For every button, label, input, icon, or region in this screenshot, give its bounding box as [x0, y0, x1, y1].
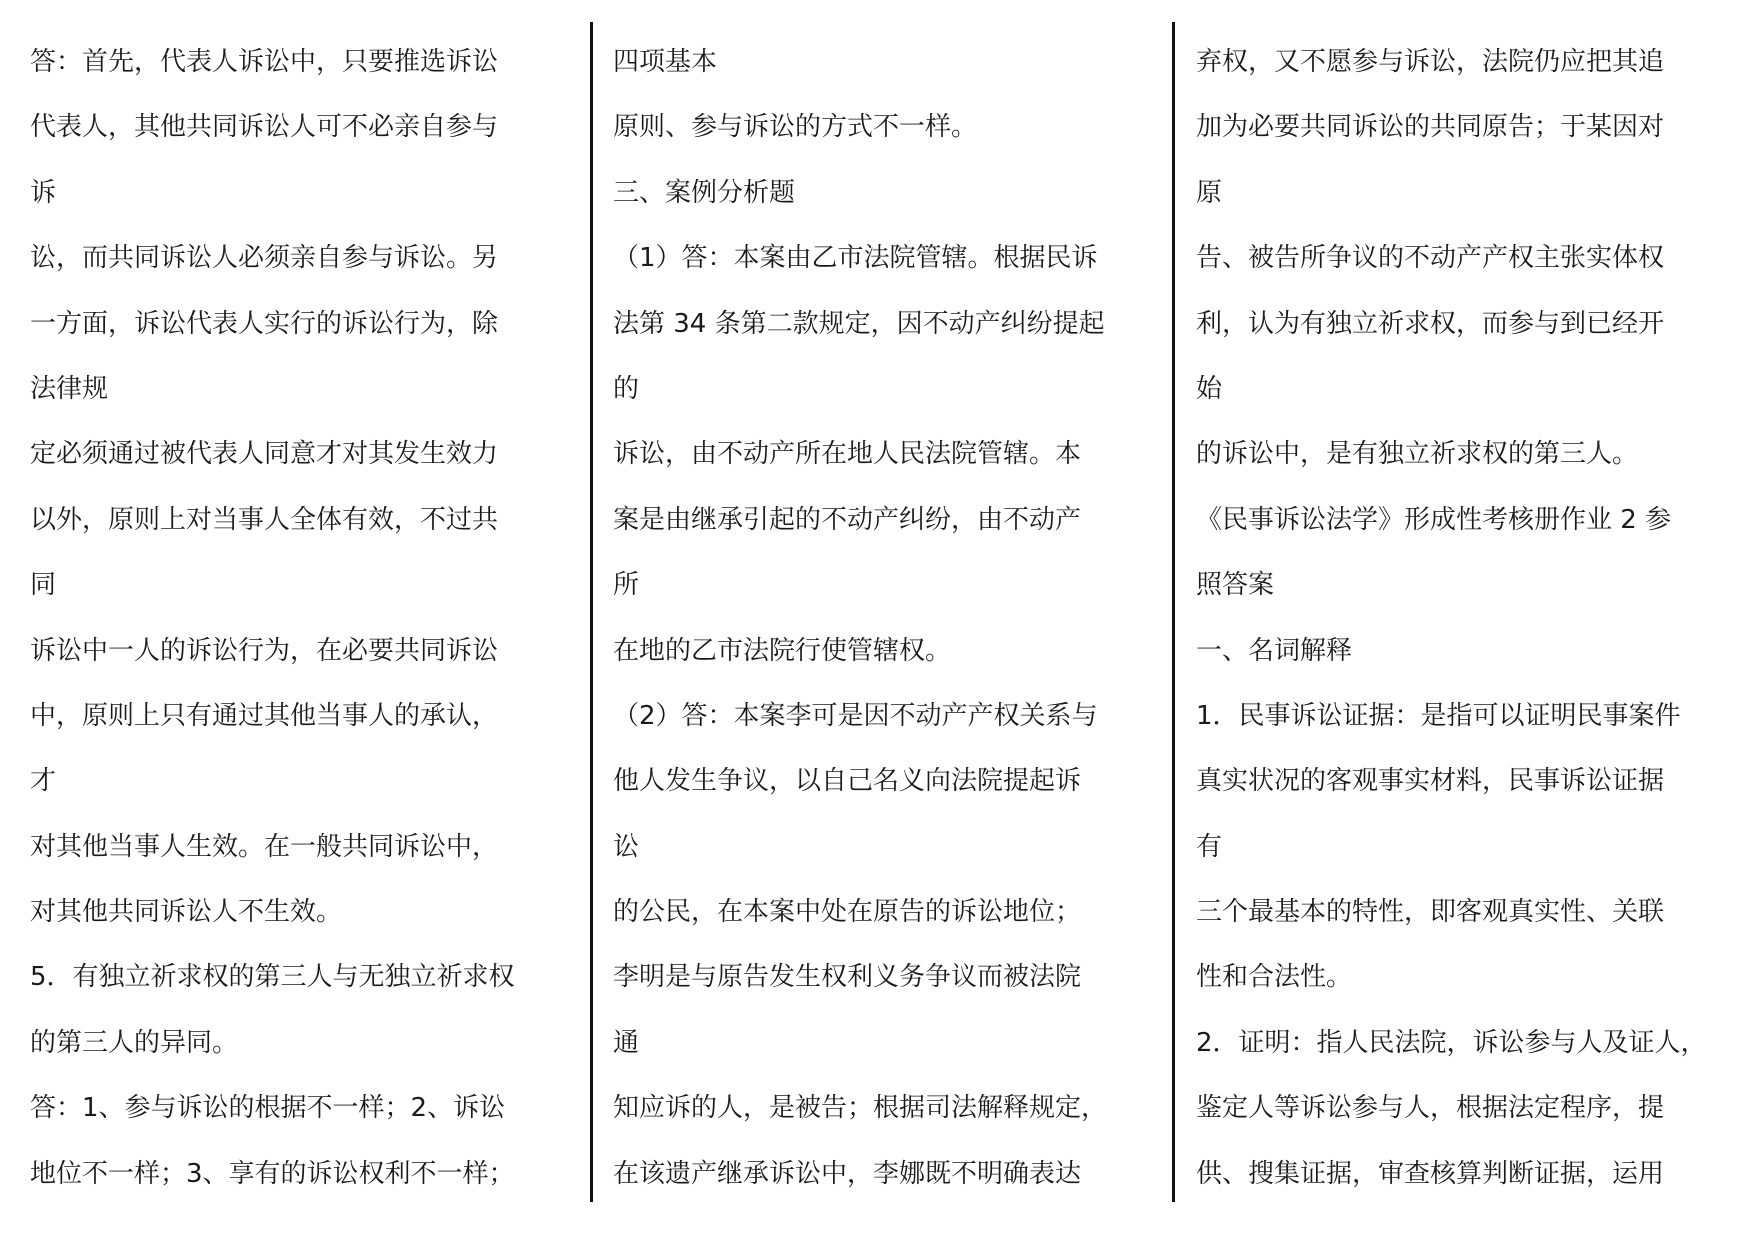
text-line: 诉讼，由不动产所在地人民法院管辖。本 — [613, 439, 1082, 470]
text-line: 对其他当事人生效。在一般共同诉讼中， — [30, 831, 499, 862]
text-line: 地位不一样；3、享有的诉讼权利不一样； — [30, 1158, 515, 1189]
text-line: 同 — [30, 570, 57, 601]
text-line: 讼，而共同诉讼人必须亲自参与诉讼。另 — [30, 243, 499, 274]
text-line: 始 — [1196, 373, 1223, 404]
text-line: 他人发生争议，以自己名义向法院提起诉 — [613, 766, 1082, 797]
column-divider-1 — [590, 22, 593, 1202]
text-line: 在地的乙市法院行使管辖权。 — [613, 635, 952, 666]
text-line: 加为必要共同诉讼的共同原告；于某因对 — [1196, 112, 1665, 143]
text-line: 答：首先，代表人诉讼中，只要推选诉讼 — [30, 47, 499, 77]
text-line: 答：1、参与诉讼的根据不一样；2、诉讼 — [30, 1093, 506, 1124]
text-line: 《民事诉讼法学》形成性考核册作业 2 参 — [1196, 504, 1672, 535]
text-line: 照答案 — [1196, 570, 1275, 601]
text-line: 代表人，其他共同诉讼人可不必亲自参与 — [30, 112, 499, 143]
text-line: 的公民，在本案中处在原告的诉讼地位； — [613, 897, 1082, 928]
text-column-3 — [1196, 30, 1741, 1207]
text-line: 一、名词解释 — [1196, 635, 1353, 666]
text-line: 弃权，又不愿参与诉讼，法院仍应把其追 — [1196, 47, 1665, 77]
text-line: 的第三人的异同。 — [30, 1027, 239, 1058]
text-line: 三个最基本的特性，即客观真实性、关联 — [1196, 897, 1665, 928]
text-line: 有 — [1196, 831, 1223, 862]
text-line: 法律规 — [30, 373, 109, 404]
text-line: 中，原则上只有通过其他当事人的承认， — [30, 700, 499, 731]
text-line: 告、被告所争议的不动产产权主张实体权 — [1196, 243, 1665, 274]
text-line: 法第 34 条第二款规定，因不动产纠纷提起 — [613, 308, 1105, 339]
text-line: 诉讼中一人的诉讼行为，在必要共同诉讼 — [30, 635, 499, 666]
text-line: 诉 — [30, 177, 57, 208]
text-line: 通 — [613, 1027, 640, 1058]
text-line: 5．有独立祈求权的第三人与无独立祈求权 — [30, 962, 515, 993]
text-line: 才 — [30, 766, 57, 797]
text-line: 定必须通过被代表人同意才对其发生效力 — [30, 439, 499, 470]
text-line: 对其他共同诉讼人不生效。 — [30, 897, 343, 928]
text-line: 在该遗产继承诉讼中，李娜既不明确表达 — [613, 1158, 1082, 1189]
text-line: 一方面，诉讼代表人实行的诉讼行为，除 — [30, 308, 499, 339]
text-line: 讼 — [613, 831, 640, 862]
text-line: 的 — [613, 373, 640, 404]
text-line: 知应诉的人，是被告；根据司法解释规定， — [613, 1093, 1108, 1124]
text-line: （1）答：本案由乙市法院管辖。根据民诉 — [613, 243, 1098, 274]
text-line: 原 — [1196, 177, 1223, 208]
text-line: 所 — [613, 570, 640, 601]
text-line: 三、案例分析题 — [613, 177, 796, 208]
text-line: 性和合法性。 — [1196, 962, 1353, 993]
text-line: 的诉讼中，是有独立祈求权的第三人。 — [1196, 439, 1639, 470]
text-line: 鉴定人等诉讼参与人，根据法定程序，提 — [1196, 1093, 1665, 1124]
text-line: 真实状况的客观事实材料，民事诉讼证据 — [1196, 766, 1665, 797]
text-column-1 — [30, 30, 575, 1207]
text-line: 以外，原则上对当事人全体有效，不过共 — [30, 504, 499, 535]
text-line: 案是由继承引起的不动产纠纷，由不动产 — [613, 504, 1082, 535]
text-line: 供、搜集证据，审查核算判断证据，运用 — [1196, 1158, 1665, 1189]
text-line: 李明是与原告发生权利义务争议而被法院 — [613, 962, 1082, 993]
text-line: 1．民事诉讼证据：是指可以证明民事案件 — [1196, 700, 1681, 731]
text-line: 2．证明：指人民法院，诉讼参与人及证人， — [1196, 1027, 1707, 1058]
text-line: （2）答：本案李可是因不动产产权关系与 — [613, 700, 1098, 731]
text-line: 利，认为有独立祈求权，而参与到已经开 — [1196, 308, 1665, 339]
column-divider-2 — [1172, 22, 1175, 1202]
text-column-2 — [613, 30, 1158, 1207]
text-line: 四项基本 — [613, 47, 718, 77]
text-line: 原则、参与诉讼的方式不一样。 — [613, 112, 978, 143]
